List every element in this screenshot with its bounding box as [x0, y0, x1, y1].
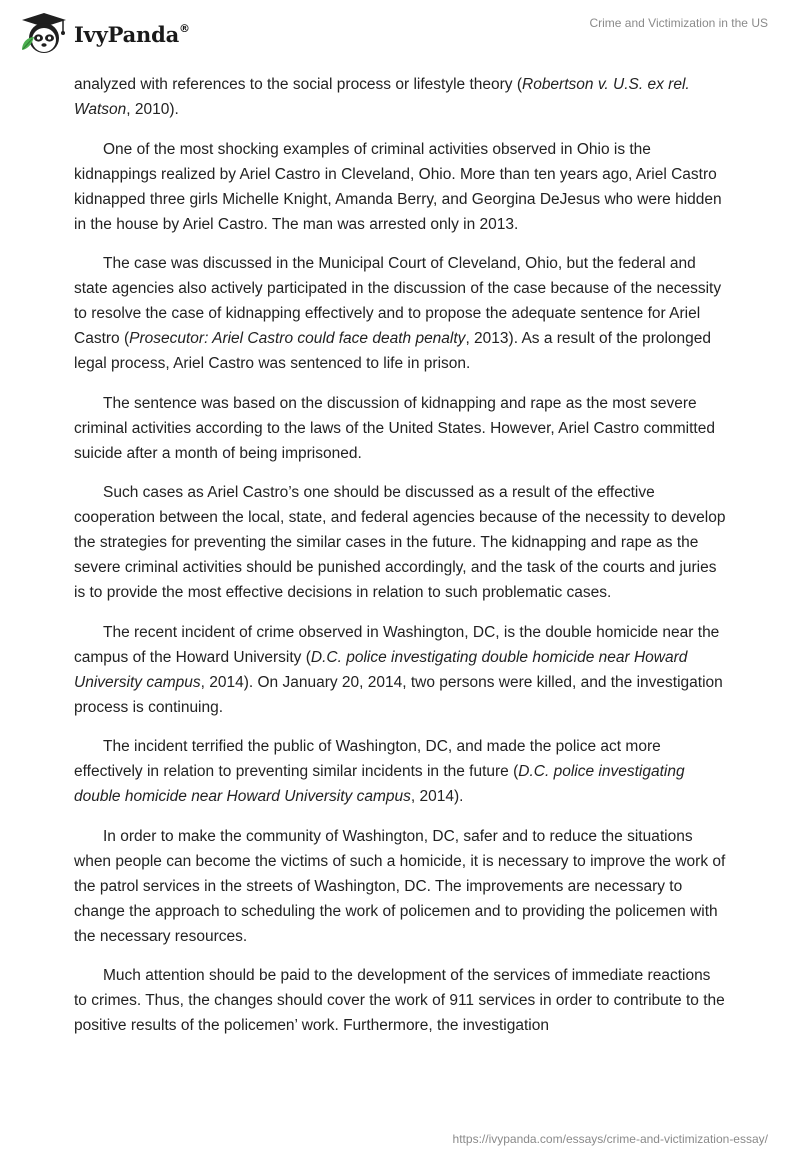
page-header: [0, 0, 800, 70]
source-url[interactable]: https://ivypanda.com/essays/crime-and-victimization-essay/: [452, 1132, 768, 1146]
brand-name: IvyPanda®: [74, 21, 190, 47]
citation-title: Prosecutor: Ariel Castro could face death penalty: [129, 330, 466, 347]
paragraph: [74, 620, 726, 720]
text-run: , 2010).: [126, 101, 179, 118]
document-title: Crime and Victimization in the US: [589, 16, 768, 30]
paragraph: [74, 137, 726, 237]
text-run: The recent incident of crime observed in Washington, DC, is the double homicide near the campus of the Howard University (: [74, 623, 720, 666]
paragraph: [74, 734, 726, 809]
text-run: The case was discussed in the Municipal Court of Cleveland, Ohio, but the federal and state agencies also actively participated in the discussion of the case because of the necessity to resolve the case of kidnapping effectively and to propose the adequate sentence for Ariel Castro (: [74, 255, 722, 347]
paragraph: [74, 251, 726, 376]
text-run: , 2014). On January 20, 2014, two persons were killed, and the investigation process is continuing.: [74, 673, 723, 716]
text-run: The sentence was based on the discussion of kidnapping and rape as the most severe criminal activities according to the laws of the United States. However, Ariel Castro committed suicide after a month of being imprisoned.: [74, 394, 715, 462]
text-run: Much attention should be paid to the development of the services of immediate reactions to crimes. Thus, the changes should cover the work of 911 services in order to contribute to the positive results of the policemen’ work. Furthermore, the investigation: [74, 967, 725, 1034]
text-run: , 2013). As a result of the prolonged legal process, Ariel Castro was sentenced to life in prison.: [74, 330, 712, 372]
paragraph: [74, 480, 726, 605]
text-run: In order to make the community of Washington, DC, safer and to reduce the situations when people can become the victims of such a homicide, it is necessary to improve the work of the patrol services in the streets of Washington, DC. The improvements are necessary to change the approach to scheduling the work of policemen and to providing the policemen with the necessary resources.: [74, 827, 726, 945]
citation-title: D.C. police investigating double homicide near Howard University campus: [74, 648, 688, 691]
paragraph: [74, 824, 726, 949]
text-run: One of the most shocking examples of criminal activities observed in Ohio is the kidnappings realized by Ariel Castro in Cleveland, Ohio. More than ten years ago, Ariel Castro kidnapped three girls Michelle Knight, Amanda Berry, and Georgina DeJesus who were hidden in the house by Ariel Castro. The man was arrested only in 2013.: [74, 140, 722, 233]
paragraph: [74, 963, 726, 1038]
paragraph: [74, 72, 726, 122]
citation-title: D.C. police investigating double homicide near Howard University campus: [74, 763, 685, 805]
panda-logo-icon: [14, 10, 70, 58]
text-run: , 2014).: [410, 788, 464, 805]
citation-title: Robertson v. U.S. ex rel. Watson: [74, 76, 690, 118]
text-run: The incident terrified the public of Washington, DC, and made the police act more effectively in relation to preventing similar incidents in the future (: [74, 738, 661, 780]
logo[interactable]: [14, 10, 190, 58]
text-run: analyzed with references to the social process or lifestyle theory (: [74, 76, 522, 93]
essay-body: [74, 72, 726, 1053]
text-run: Such cases as Ariel Castro’s one should be discussed as a result of the effective cooperation between the local, state, and federal agencies because of the necessity to develop the strategies for preventing the similar cases in the future. The kidnapping and rape as the severe criminal activities should be punished accordingly, and the task of the courts and juries is to provide the most effective decisions in relation to such problematic cases.: [74, 484, 726, 601]
paragraph: [74, 391, 726, 466]
